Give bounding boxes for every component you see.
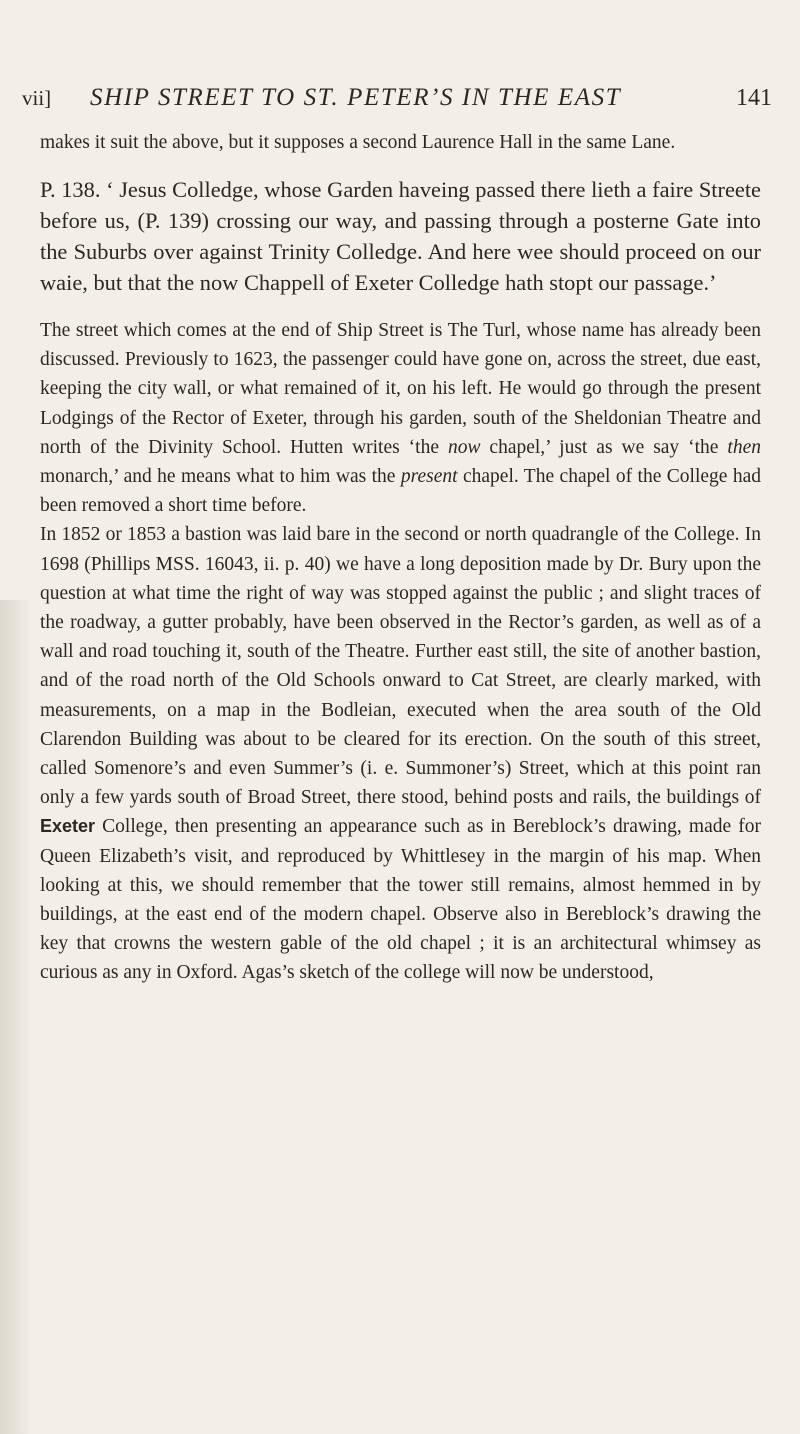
text-run: monarch,’ and he means what to him was the — [40, 466, 401, 488]
paragraph-bastion — [40, 520, 761, 987]
italic-present: present — [400, 466, 458, 488]
quoted-passage: P. 138. ‘ Jesus Colledge, whose Garden haveing passed there lieth a faire Streete before us, (P. 139) crossing our way, and passing through a posterne Gate into the Suburbs over against Trinity Colledge. And here wee should proceed on our waie, but that the now Chappell of Exeter Colledge hath stopt our passage.’ — [40, 177, 761, 295]
bold-exeter: Exeter — [40, 816, 96, 837]
chapter-number: vii] — [22, 86, 52, 110]
italic-then: then — [727, 436, 761, 458]
text-run: College, then presenting an appearance such as in Bereblock’s drawing, made for Queen Elizabeth’s visit, and reproduced by Whittlesey in the margin of his map. When looking at this, we should remember that the tower still remains, almost hemmed in by buildings, at the east end of the modern chapel. Observe also in Bereblock’s drawing the key that crowns the western gable of the old chapel ; it is an architectural whimsey as curious as any in Oxford. Agas’s sketch of the college will now be understood, — [40, 816, 761, 984]
page-gutter-shadow — [0, 600, 34, 1434]
text-run: The street which comes at the end of Ship Street is The Turl, whose name has already been discussed. Previously to 1623, the passenger could have gone on, across the street, due east, keeping the city wall, or what remained of it, on his left. He would go through the present Lodgings of the Rector of Exeter, through his garden, south of the Sheldonian Theatre and north of the Divinity School. Hutten writes ‘the — [40, 320, 761, 458]
italic-now: now — [447, 436, 481, 458]
text-run: In 1852 or 1853 a bastion was laid bare in the second or north quadrangle of the College. In 1698 (Phillips MSS. 16043, ii. p. 40) we have a long deposition made by Dr. Bury upon the question at what time the right of way was stopped against the public ; and slight traces of the roadway, a gutter probably, have been observed in the Rector’s garden, as well as of a wall and road touching it, south of the Theatre. Further east still, the site of another bastion, and of the road north of the Old Schools onward to Cat Street, are clearly marked, with measurements, on a map in the Bodleian, executed when the area south of the Old Clarendon Building was about to be cleared for its erection. On the south of this street, called Somenore’s and even Summer’s (i. e. Summoner’s) Street, which at this point ran only a few yards south of Broad Street, there stood, behind posts and rails, the buildings of — [40, 524, 761, 809]
paragraph-turl — [40, 316, 761, 520]
page-number: 141 — [736, 85, 772, 111]
continuation-paragraph: makes it suit the above, but it supposes a second Laurence Hall in the same Lane. — [40, 132, 676, 153]
running-head — [22, 78, 772, 118]
body-text — [40, 128, 761, 988]
running-title: SHIP STREET TO ST. PETER’S IN THE EAST — [90, 84, 622, 111]
text-run: chapel,’ just as we say ‘the — [480, 436, 728, 458]
text-run: chapel. The chapel of the College had been removed a short time before. — [40, 466, 761, 517]
